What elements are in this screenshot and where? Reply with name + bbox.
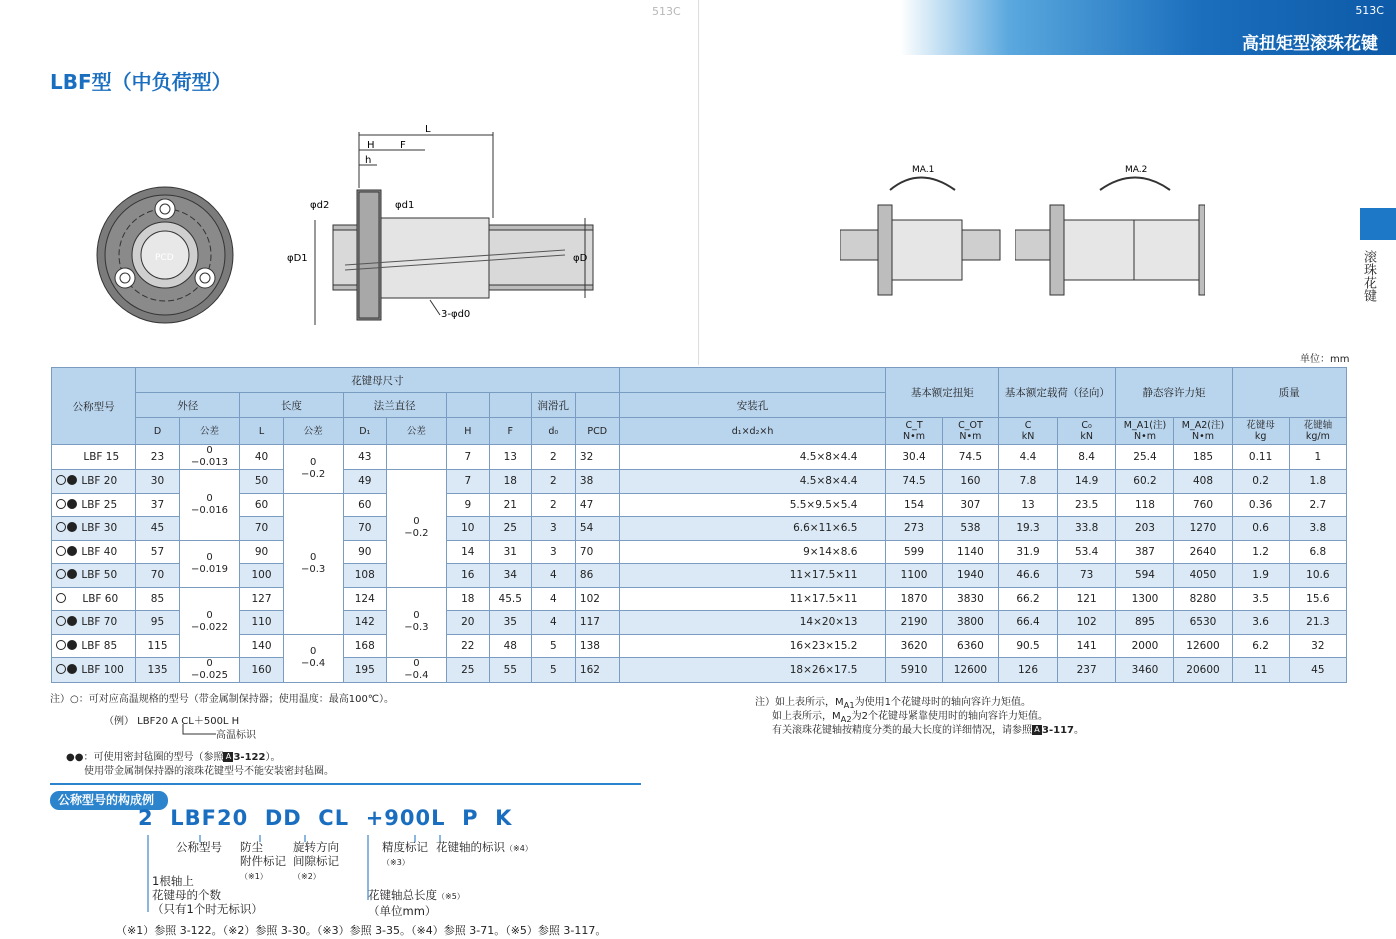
cell-d0: 3 xyxy=(531,517,575,541)
cell-C0: 8.4 xyxy=(1057,445,1116,470)
lbl-shaft-mark: 花键轴的标识（※4） xyxy=(436,840,533,854)
dim-L: L xyxy=(425,124,431,135)
dim-d2: φd2 xyxy=(310,200,330,211)
cell-MA1: 3460 xyxy=(1116,658,1174,683)
cell-MA2: 185 xyxy=(1174,445,1232,470)
tolerance-cell: 0 −0.016 xyxy=(179,470,240,541)
cell-d0: 2 xyxy=(531,445,575,470)
cell-PCD: 32 xyxy=(575,445,619,470)
cell-MA1: 895 xyxy=(1116,611,1174,635)
note-r3: 有关滚珠花键轴按精度分类的最大长度的详细情况，请参照 A 3-117。 xyxy=(772,725,1084,736)
cell-d0: 4 xyxy=(531,587,575,611)
table-row xyxy=(52,658,1347,683)
cell-D1: 195 xyxy=(343,658,387,683)
spec-table xyxy=(51,367,1347,683)
cell-CT: 154 xyxy=(886,493,942,517)
cell-L: 110 xyxy=(240,611,284,635)
th-mass: 质量 xyxy=(1232,368,1346,418)
table-row xyxy=(52,634,1347,658)
ma2-label: MA.2 xyxy=(1125,165,1148,175)
seal-icon xyxy=(67,546,77,556)
cell-L: 60 xyxy=(240,493,284,517)
cell-D: 85 xyxy=(136,587,180,611)
cell-F: 48 xyxy=(489,634,531,658)
tolerance-cell: 0 −0.2 xyxy=(283,445,343,494)
cell-mnt: 9×14×8.6 xyxy=(619,540,886,564)
hi-temp-icon xyxy=(56,475,66,485)
tolerance-cell: 0 −0.022 xyxy=(179,587,240,658)
cell-PCD: 138 xyxy=(575,634,619,658)
cell-COT: 74.5 xyxy=(942,445,999,470)
cell-C: 19.3 xyxy=(999,517,1058,541)
cell-D: 37 xyxy=(136,493,180,517)
th-load: 基本额定载荷（径向） xyxy=(999,368,1116,418)
cell-shaft: 10.6 xyxy=(1289,564,1346,588)
cell-PCD: 102 xyxy=(575,587,619,611)
th-nut: 花键母 kg xyxy=(1232,418,1289,445)
th-L: L xyxy=(240,418,284,445)
cell-C: 90.5 xyxy=(999,634,1058,658)
hi-temp-icon xyxy=(56,593,66,603)
hi-temp-icon xyxy=(56,569,66,579)
th-nut-dims: 花键母尺寸 xyxy=(136,368,619,393)
cell-nut: 0.6 xyxy=(1232,517,1289,541)
cell-MA2: 2640 xyxy=(1174,540,1232,564)
cell-F: 13 xyxy=(489,445,531,470)
cell-C0: 33.8 xyxy=(1057,517,1116,541)
table-row xyxy=(52,587,1347,611)
cell-C0: 53.4 xyxy=(1057,540,1116,564)
cell-mnt: 16×23×15.2 xyxy=(619,634,886,658)
cell-C0: 23.5 xyxy=(1057,493,1116,517)
cell-D: 57 xyxy=(136,540,180,564)
cell-COT: 6360 xyxy=(942,634,999,658)
hi-temp-icon xyxy=(56,499,66,509)
dim-pcd: PCD xyxy=(155,253,174,263)
cell-nut: 3.5 xyxy=(1232,587,1289,611)
cell-C: 46.6 xyxy=(999,564,1058,588)
cell-C0: 121 xyxy=(1057,587,1116,611)
cell-PCD: 70 xyxy=(575,540,619,564)
cell-nut: 0.11 xyxy=(1232,445,1289,470)
cell-C: 7.8 xyxy=(999,470,1058,494)
cell-PCD: 162 xyxy=(575,658,619,683)
cell-model: LBF 40 xyxy=(52,540,136,564)
cell-MA1: 387 xyxy=(1116,540,1174,564)
seal-icon xyxy=(67,522,77,532)
note-3: 使用带金属制保持器的滚珠花键型号不能安装密封毡圈。 xyxy=(84,766,334,777)
cell-COT: 307 xyxy=(942,493,999,517)
th-mnt: d₁×d₂×h xyxy=(619,418,886,445)
cell-MA2: 1270 xyxy=(1174,517,1232,541)
cell-CT: 1100 xyxy=(886,564,942,588)
cell-D1: 168 xyxy=(343,634,387,658)
note-2: ●●：可使用密封毡圈的型号（参照 A 3-122）。 xyxy=(66,752,281,763)
cell-F: 34 xyxy=(489,564,531,588)
cell-F: 31 xyxy=(489,540,531,564)
cell-model: LBF 85 xyxy=(52,634,136,658)
dim-D1: φD1 xyxy=(287,253,308,264)
cell-F: 18 xyxy=(489,470,531,494)
cell-model: LBF 15 xyxy=(52,445,136,470)
th-od: 外径 xyxy=(136,393,240,418)
cell-H: 22 xyxy=(446,634,489,658)
cell-model: LBF 25 xyxy=(52,493,136,517)
cell-H: 7 xyxy=(446,470,489,494)
cell-mnt: 14×20×13 xyxy=(619,611,886,635)
lbl-dust: 防尘 附件标记 （※1） xyxy=(240,840,286,881)
cell-shaft: 15.6 xyxy=(1289,587,1346,611)
cell-COT: 160 xyxy=(942,470,999,494)
cell-MA2: 12600 xyxy=(1174,634,1232,658)
cell-C0: 73 xyxy=(1057,564,1116,588)
note-example: （例） LBF20 A CL＋500L H xyxy=(104,716,240,727)
dim-d1: φd1 xyxy=(395,200,415,211)
cell-H: 10 xyxy=(446,517,489,541)
page-number-left: 513C xyxy=(652,5,681,18)
cell-shaft: 3.8 xyxy=(1289,517,1346,541)
composition-header: 公称型号的构成例 xyxy=(50,791,168,810)
cell-mnt: 4.5×8×4.4 xyxy=(619,445,886,470)
banner xyxy=(900,0,1396,55)
tolerance-cell: 0 −0.4 xyxy=(387,658,447,683)
cell-C: 66.4 xyxy=(999,611,1058,635)
cell-nut: 3.6 xyxy=(1232,611,1289,635)
banner-title: 高扭矩型滚珠花键 xyxy=(1242,34,1378,54)
cell-D: 23 xyxy=(136,445,180,470)
cell-C: 4.4 xyxy=(999,445,1058,470)
table-row xyxy=(52,493,1347,517)
lbl-nominal: 公称型号 xyxy=(176,840,222,854)
th-tolD1: 公差 xyxy=(387,418,447,445)
seal-icon xyxy=(67,616,77,626)
cell-PCD: 86 xyxy=(575,564,619,588)
cell-d0: 2 xyxy=(531,493,575,517)
dim-F: F xyxy=(400,140,406,151)
cell-nut: 1.2 xyxy=(1232,540,1289,564)
cell-nut: 6.2 xyxy=(1232,634,1289,658)
hi-temp-icon xyxy=(56,616,66,626)
page-number-right: 513C xyxy=(1355,4,1384,17)
cell-shaft: 1 xyxy=(1289,445,1346,470)
tolerance-cell: 0 −0.025 xyxy=(179,658,240,683)
th-mount: 安装孔 xyxy=(619,393,886,418)
cell-MA1: 118 xyxy=(1116,493,1174,517)
cell-F: 55 xyxy=(489,658,531,683)
cell-nut: 1.9 xyxy=(1232,564,1289,588)
th-F: F xyxy=(489,418,531,445)
cell-model: LBF 100 xyxy=(52,658,136,683)
th-COT: C_OT N•m xyxy=(942,418,999,445)
th-model: 公称型号 xyxy=(52,368,136,445)
cell-mnt: 5.5×9.5×5.4 xyxy=(619,493,886,517)
th-moment: 静态容许力矩 xyxy=(1116,368,1232,418)
table-row xyxy=(52,564,1347,588)
cell-L: 50 xyxy=(240,470,284,494)
cell-MA2: 6530 xyxy=(1174,611,1232,635)
seal-icon xyxy=(67,499,77,509)
cell-nut: 0.2 xyxy=(1232,470,1289,494)
page-title: LBF型（中负荷型） xyxy=(50,70,232,94)
cell-CT: 2190 xyxy=(886,611,942,635)
th-CT: C_T N•m xyxy=(886,418,942,445)
cell-C: 126 xyxy=(999,658,1058,683)
note-1: 注）○：可对应高温规格的型号（带金属制保持器；使用温度：最高100℃）。 xyxy=(50,694,395,705)
tolerance-cell xyxy=(387,445,447,470)
hi-temp-icon xyxy=(56,640,66,650)
cell-MA1: 203 xyxy=(1116,517,1174,541)
th-flange: 法兰直径 xyxy=(343,393,446,418)
cell-MA2: 8280 xyxy=(1174,587,1232,611)
th-D: D xyxy=(136,418,180,445)
moment-drawing-2 xyxy=(1015,150,1205,300)
cell-d0: 2 xyxy=(531,470,575,494)
seal-icon xyxy=(67,664,77,674)
tolerance-cell: 0 −0.2 xyxy=(387,470,447,588)
th-tolL: 公差 xyxy=(283,418,343,445)
tolerance-cell: 0 −0.013 xyxy=(179,445,240,470)
cell-D1: 142 xyxy=(343,611,387,635)
cell-D: 135 xyxy=(136,658,180,683)
th-D1: D₁ xyxy=(343,418,387,445)
cell-mnt: 18×26×17.5 xyxy=(619,658,886,683)
cell-model: LBF 20 xyxy=(52,470,136,494)
cell-d0: 5 xyxy=(531,634,575,658)
cell-MA2: 20600 xyxy=(1174,658,1232,683)
cell-d0: 4 xyxy=(531,611,575,635)
cell-MA2: 4050 xyxy=(1174,564,1232,588)
cell-L: 70 xyxy=(240,517,284,541)
cell-CT: 1870 xyxy=(886,587,942,611)
cell-D: 30 xyxy=(136,470,180,494)
tolerance-cell: 0 −0.3 xyxy=(283,493,343,634)
moment-drawing-1 xyxy=(840,150,1010,300)
cell-PCD: 38 xyxy=(575,470,619,494)
cell-CT: 5910 xyxy=(886,658,942,683)
cell-COT: 3800 xyxy=(942,611,999,635)
cell-F: 45.5 xyxy=(489,587,531,611)
cell-D: 45 xyxy=(136,517,180,541)
th-length: 长度 xyxy=(240,393,343,418)
tolerance-cell: 0 −0.3 xyxy=(387,587,447,658)
cell-D: 70 xyxy=(136,564,180,588)
th-shaft: 花键轴 kg/m xyxy=(1289,418,1346,445)
cell-MA1: 594 xyxy=(1116,564,1174,588)
note-example-label: 高温标识 xyxy=(216,730,256,741)
cell-D1: 108 xyxy=(343,564,387,588)
cell-PCD: 54 xyxy=(575,517,619,541)
cell-D1: 124 xyxy=(343,587,387,611)
cell-shaft: 6.8 xyxy=(1289,540,1346,564)
cell-C: 13 xyxy=(999,493,1058,517)
cell-CT: 273 xyxy=(886,517,942,541)
seal-icon xyxy=(67,640,77,650)
cell-D1: 70 xyxy=(343,517,387,541)
side-label: 滚珠花键 xyxy=(1361,250,1376,302)
cell-PCD: 47 xyxy=(575,493,619,517)
cell-model: LBF 30 xyxy=(52,517,136,541)
cell-C0: 102 xyxy=(1057,611,1116,635)
cell-MA1: 25.4 xyxy=(1116,445,1174,470)
cell-COT: 1140 xyxy=(942,540,999,564)
cell-shaft: 21.3 xyxy=(1289,611,1346,635)
cell-MA1: 2000 xyxy=(1116,634,1174,658)
cell-D: 95 xyxy=(136,611,180,635)
dim-h: h xyxy=(365,155,372,166)
table-row xyxy=(52,611,1347,635)
cell-L: 127 xyxy=(240,587,284,611)
side-tab[interactable] xyxy=(1360,208,1396,240)
cell-d0: 5 xyxy=(531,658,575,683)
cell-C0: 141 xyxy=(1057,634,1116,658)
dim-holes: 3-φd0 xyxy=(441,309,471,320)
cell-d0: 4 xyxy=(531,564,575,588)
cell-H: 14 xyxy=(446,540,489,564)
note-r1: 注）如上表所示，$M_{A1}$为使用1个花键母时的轴向容许力矩值。 xyxy=(755,697,1032,710)
cell-D: 115 xyxy=(136,634,180,658)
composition-refs: （※1）参照 3-122。（※2）参照 3-30。（※3）参照 3-35。（※4）参照 3-71。（※5）参照 3-117。 xyxy=(116,924,607,937)
cell-F: 25 xyxy=(489,517,531,541)
cell-COT: 1940 xyxy=(942,564,999,588)
cell-H: 25 xyxy=(446,658,489,683)
cell-C0: 14.9 xyxy=(1057,470,1116,494)
table-row xyxy=(52,517,1347,541)
cell-d0: 3 xyxy=(531,540,575,564)
cell-model: LBF 70 xyxy=(52,611,136,635)
cell-CT: 74.5 xyxy=(886,470,942,494)
dimension-drawing xyxy=(95,120,605,330)
page-divider xyxy=(698,0,699,365)
th-MA2: M_A2(注) N•m xyxy=(1174,418,1232,445)
cell-D1: 49 xyxy=(343,470,387,494)
cell-L: 140 xyxy=(240,634,284,658)
cell-CT: 599 xyxy=(886,540,942,564)
cell-L: 90 xyxy=(240,540,284,564)
cell-MA2: 760 xyxy=(1174,493,1232,517)
cell-shaft: 45 xyxy=(1289,658,1346,683)
tolerance-cell: 0 −0.019 xyxy=(179,540,240,587)
cell-D1: 60 xyxy=(343,493,387,517)
cell-MA1: 60.2 xyxy=(1116,470,1174,494)
cell-mnt: 11×17.5×11 xyxy=(619,587,886,611)
cell-COT: 3830 xyxy=(942,587,999,611)
cell-CT: 30.4 xyxy=(886,445,942,470)
cell-H: 18 xyxy=(446,587,489,611)
cell-H: 16 xyxy=(446,564,489,588)
note-r2: 如上表所示，$M_{A2}$为2个花键母紧靠使用时的轴向容许力矩值。 xyxy=(772,711,1049,724)
cell-H: 20 xyxy=(446,611,489,635)
lbl-precision: 精度标记 （※3） xyxy=(382,840,428,867)
cell-H: 9 xyxy=(446,493,489,517)
ma1-label: MA.1 xyxy=(912,165,935,175)
th-tolD: 公差 xyxy=(179,418,240,445)
cell-C: 31.9 xyxy=(999,540,1058,564)
section-line xyxy=(50,783,641,785)
th-H: H xyxy=(446,418,489,445)
cell-nut: 11 xyxy=(1232,658,1289,683)
lbl-shaft-len: 花键轴总长度（※5） （单位mm） xyxy=(368,888,465,918)
cell-CT: 3620 xyxy=(886,634,942,658)
seal-icon xyxy=(67,569,77,579)
table-row xyxy=(52,470,1347,494)
cell-mnt: 11×17.5×11 xyxy=(619,564,886,588)
cell-C0: 237 xyxy=(1057,658,1116,683)
cell-H: 7 xyxy=(446,445,489,470)
cell-C: 66.2 xyxy=(999,587,1058,611)
cell-shaft: 1.8 xyxy=(1289,470,1346,494)
th-torque: 基本额定扭矩 xyxy=(886,368,999,418)
cell-shaft: 2.7 xyxy=(1289,493,1346,517)
dim-H: H xyxy=(367,140,375,151)
cell-nut: 0.36 xyxy=(1232,493,1289,517)
cell-F: 21 xyxy=(489,493,531,517)
cell-COT: 538 xyxy=(942,517,999,541)
cell-L: 40 xyxy=(240,445,284,470)
table-row xyxy=(52,540,1347,564)
cell-mnt: 4.5×8×4.4 xyxy=(619,470,886,494)
cell-PCD: 117 xyxy=(575,611,619,635)
unit-label: 单位：mm xyxy=(1300,354,1350,365)
cell-L: 100 xyxy=(240,564,284,588)
lbl-rotation: 旋转方向 间隙标记 （※2） xyxy=(293,840,339,881)
cell-mnt: 6.6×11×6.5 xyxy=(619,517,886,541)
hi-temp-icon xyxy=(56,664,66,674)
th-PCD: PCD xyxy=(575,418,619,445)
hi-temp-icon xyxy=(56,546,66,556)
seal-icon xyxy=(67,475,77,485)
hi-temp-icon xyxy=(56,522,66,532)
cell-shaft: 32 xyxy=(1289,634,1346,658)
dim-D: φD xyxy=(573,253,588,264)
cell-COT: 12600 xyxy=(942,658,999,683)
cell-D1: 43 xyxy=(343,445,387,470)
th-lube: 润滑孔 xyxy=(531,393,575,418)
th-C: C kN xyxy=(999,418,1058,445)
cell-MA1: 1300 xyxy=(1116,587,1174,611)
cell-model: LBF 50 xyxy=(52,564,136,588)
cell-D1: 90 xyxy=(343,540,387,564)
table-row xyxy=(52,445,1347,470)
lbl-qty: 1根轴上 花键母的个数 （只有1个时无标识） xyxy=(152,874,263,916)
cell-MA2: 408 xyxy=(1174,470,1232,494)
th-MA1: M_A1(注) N•m xyxy=(1116,418,1174,445)
cell-model: LBF 60 xyxy=(52,587,136,611)
cell-F: 35 xyxy=(489,611,531,635)
composition-code: 2 LBF20 DD CL +900L P K xyxy=(138,806,513,830)
tolerance-cell: 0 −0.4 xyxy=(283,634,343,683)
cell-L: 160 xyxy=(240,658,284,683)
th-d0: d₀ xyxy=(531,418,575,445)
th-C0: C₀ kN xyxy=(1057,418,1116,445)
